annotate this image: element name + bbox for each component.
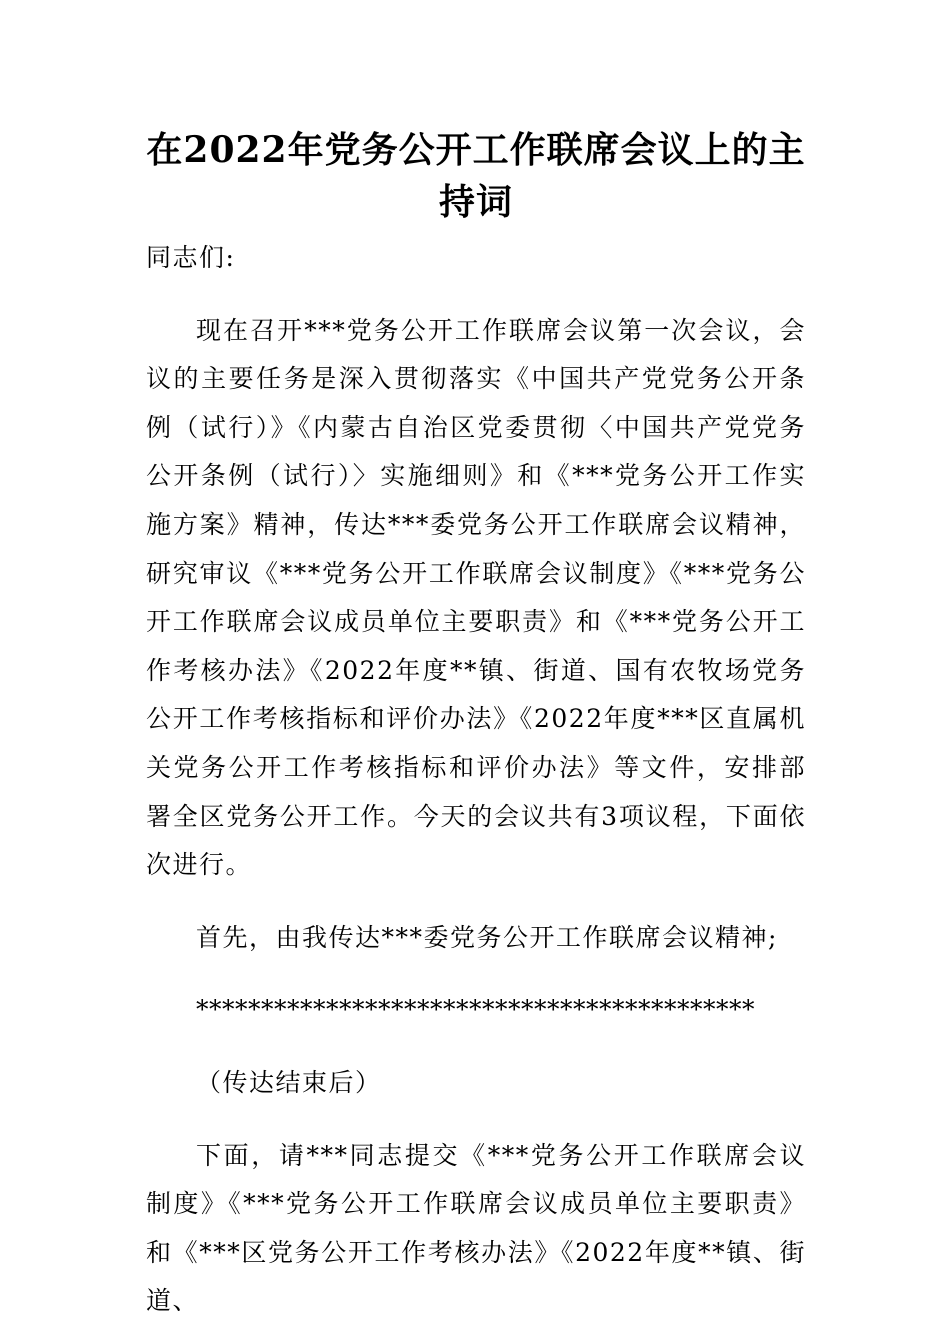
paragraph-first-item: 首先，由我传达***委党务公开工作联席会议精神;: [196, 922, 778, 952]
paragraph-placeholder-stars: *******************************************: [196, 995, 755, 1025]
title-line-1: 在2022年党务公开工作联席会议上的主: [146, 129, 806, 171]
paragraph-next-item: 下面，请***同志提交《***党务公开工作联席会议制度》《***党务公开工作联席会议成员单位主要职责》和《***区党务公开工作考核办法》《2022年度**镇、街道、: [146, 1140, 806, 1316]
salutation: 同志们:: [146, 243, 236, 272]
document-title: [146, 124, 806, 228]
document-body: [146, 234, 806, 1326]
paragraph-intro: 现在召开***党务公开工作联席会议第一次会议，会议的主要任务是深入贯彻落实《中国共产党党务公开条例（试行）》《内蒙古自治区党委贯彻〈中国共产党党务公开条例（试行）〉实施细则》和《***党务公开工作实施方案》精神，传达***委党务公开工作联席会议精神，研究审议《***党务公开工作联席会议制度》《***党务公开工作联席会议成员单位主要职责》和《***党务公开工作考核办法》《2022年度**镇、街道、国有农牧场党务公开工作考核指标和评价办法》《2022年度***区直属机关党务公开工作考核指标和评价办法》等文件，安排部署全区党务公开工作。今天的会议共有3项议程，下面依次进行。: [146, 315, 806, 880]
paragraph-after-conveying: （传达结束后）: [196, 1067, 382, 1097]
title-line-2: 持词: [438, 181, 513, 223]
